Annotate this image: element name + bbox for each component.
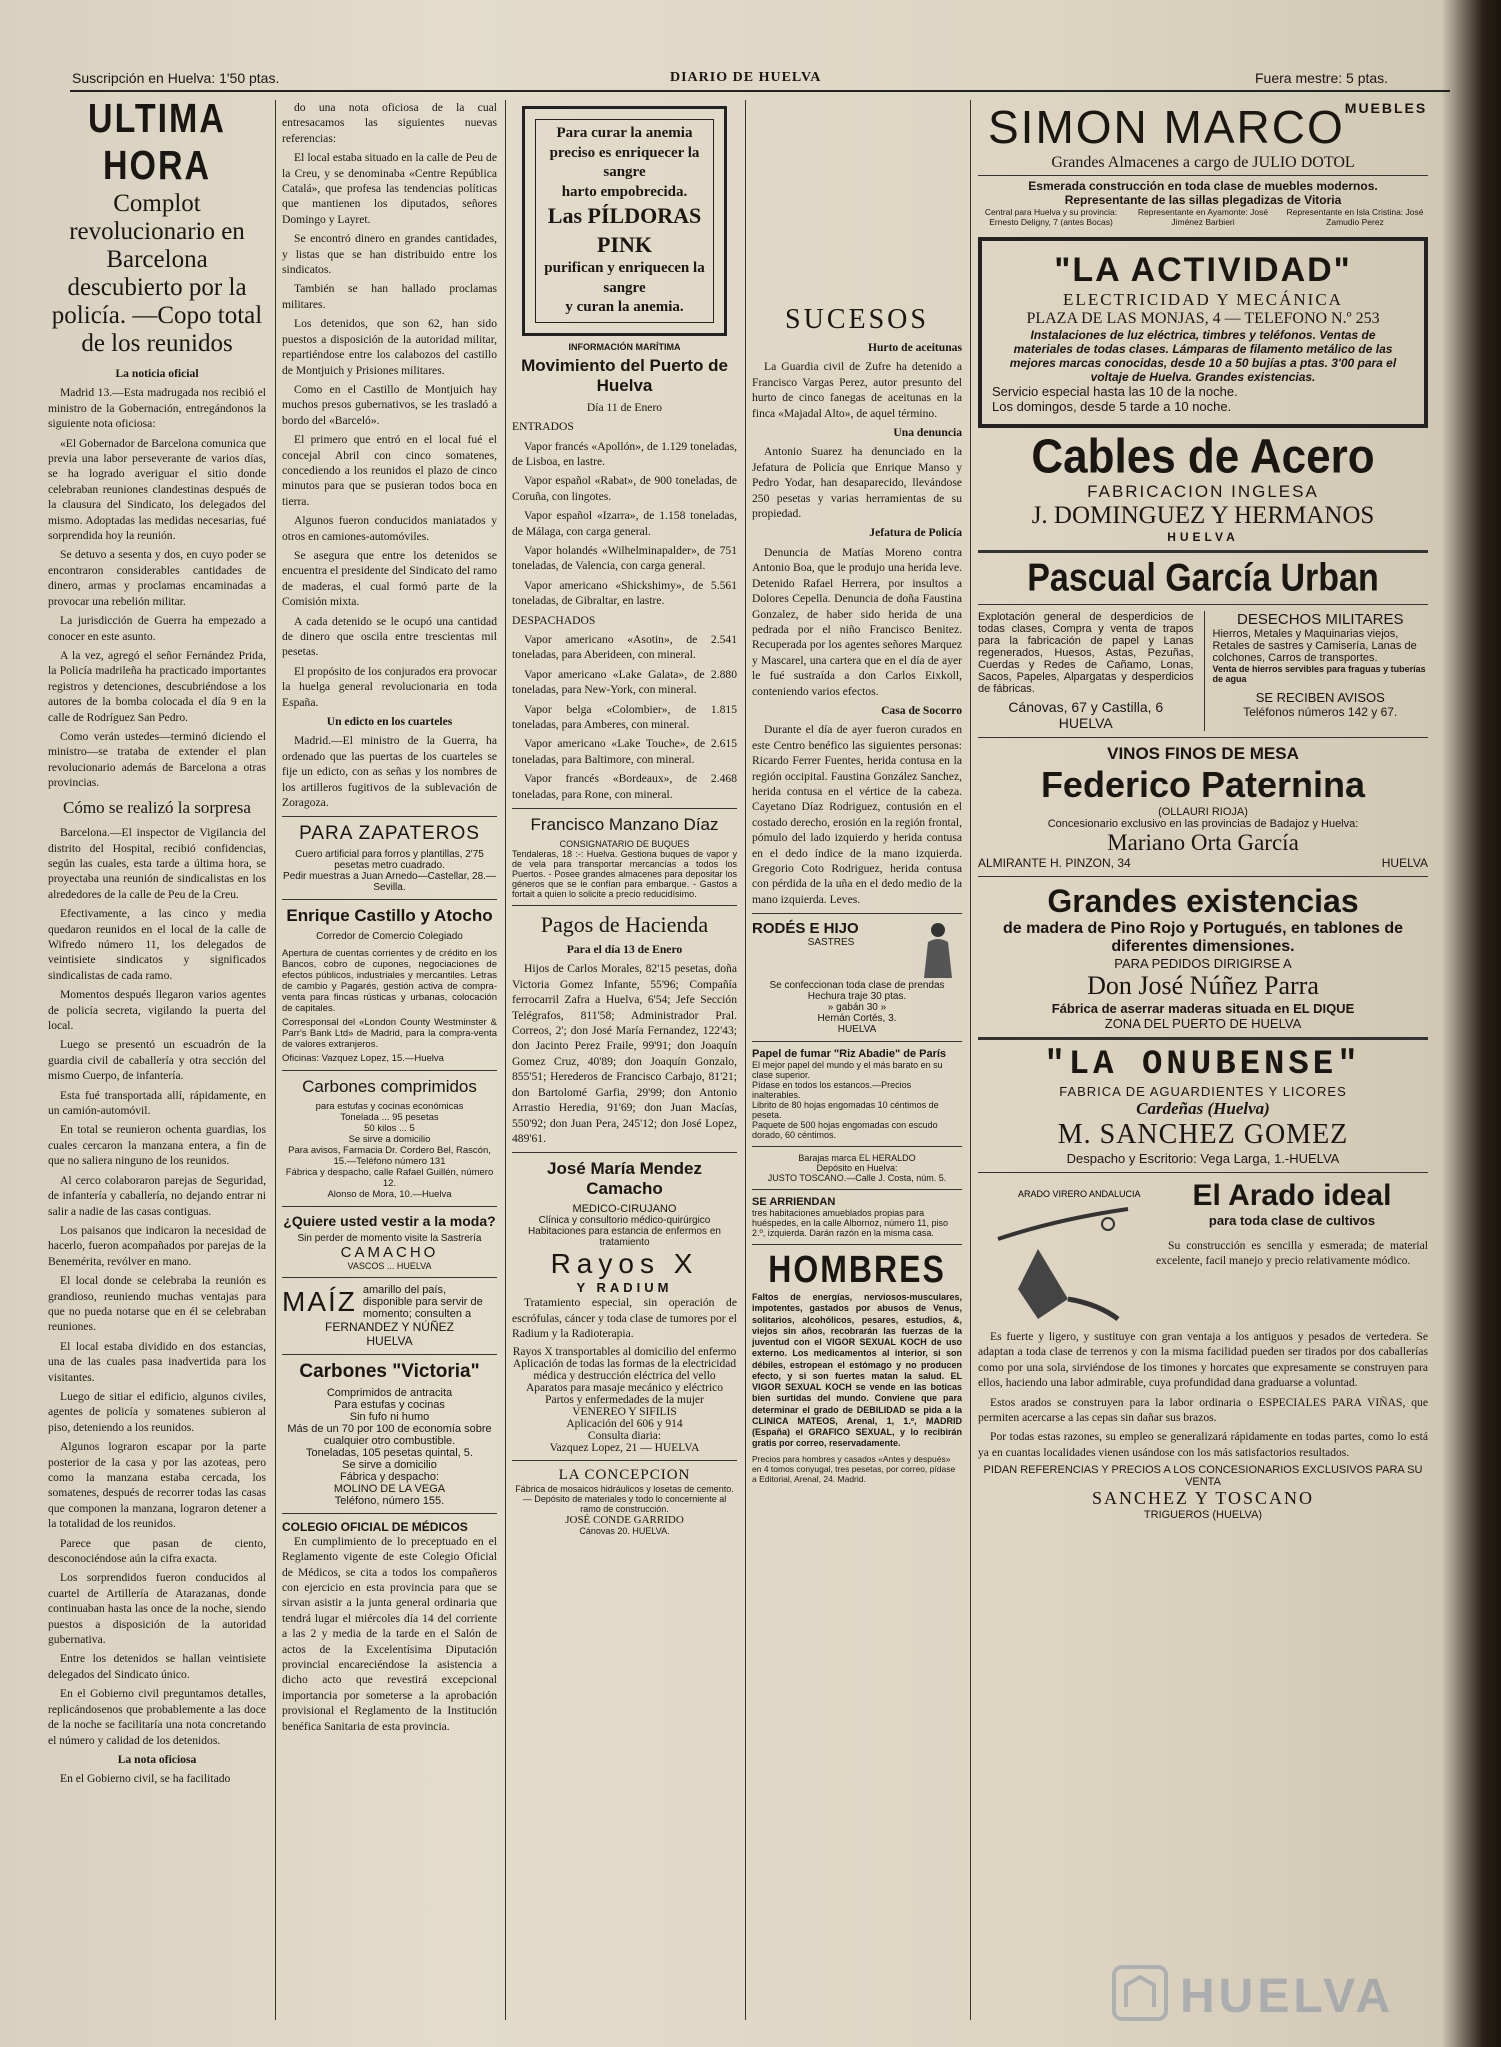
text-line: Los sorprendidos fueron conducidos al cuartel de Artillería de Atarazanas, donde continuaban hasta las once de la noche, siendo puestos a disposición de la autoridad gubernativa. bbox=[48, 1571, 266, 1647]
suceso-heading: Casa de Socorro bbox=[881, 703, 962, 717]
column-1 bbox=[48, 100, 266, 2030]
ad-simon-marco-l1: Esmerada construcción en toda clase de muebles modernos. bbox=[1028, 179, 1378, 193]
ad-concepcion-text: Fábrica de mosaicos hidráulicos y losetas de cemento. — Depósito de materiales y todo lo concerniente al ramo de construcción. bbox=[515, 1483, 734, 1514]
text-line: Rayos X transportables al domicilio del enfermo bbox=[512, 1345, 737, 1358]
text-line: El primero que entró en el local fué el concejal Abril con cinco somatenes, concediendo a los reunidos el plazo de cinco minutos para que se pusieran todos boca en tierra. bbox=[282, 433, 497, 508]
ad-maiz-name: FERNANDEZ Y NÚÑEZ bbox=[325, 1319, 454, 1334]
ad-cables-city: HUELVA bbox=[1167, 530, 1239, 544]
ad-rodes-sub: SASTRES bbox=[807, 937, 855, 949]
text-line: VENEREO Y SIFILIS bbox=[572, 1405, 677, 1418]
text-line: Tonelada ... 95 pesetas bbox=[340, 1111, 439, 1123]
ad-arado bbox=[978, 1179, 1428, 1329]
despachados-label: DESPACHADOS bbox=[512, 613, 596, 627]
ad-cables-sub: FABRICACION INGLESA bbox=[1087, 482, 1319, 501]
ad-maiz-city: HUELVA bbox=[366, 1333, 413, 1348]
ad-arado-p0: Su construcción es sencilla y esmerada; de material excelente, facil manejo y precio relativamente módico. bbox=[1156, 1239, 1428, 1268]
text-line: Librito de 80 hojas engomadas 10 céntimos de peseta. bbox=[752, 1100, 939, 1121]
ad-mendez-text: Tratamiento especial, sin operación de escrófulas, cáncer y toda clase de tumores por el Radium y la Radioterapia. bbox=[512, 1296, 737, 1341]
suceso-heading: Jefatura de Policía bbox=[869, 526, 962, 540]
text-line: 50 kilos ... 5 bbox=[364, 1122, 415, 1134]
text-line: Apertura de cuentas corrientes y de crédito en los Bancos, cobro de cupones, negociaciones de efectos públicos, industriales y mercantiles. Letras de cambio y Pagarés, gestión activa de compra-venta para fincas rústicas y urbanas, colocación de capitales. bbox=[282, 947, 497, 1014]
ad-moda-name: CAMACHO bbox=[340, 1243, 439, 1261]
text-line: También se han hallado proclamas militares. bbox=[282, 282, 497, 311]
col-rule bbox=[275, 100, 276, 2020]
text-line: Para curar la anemia bbox=[556, 125, 693, 141]
suceso-text: Durante el día de ayer fueron curados en este Centro benéfico las siguientes personas: Ricardo Ferrer Fuentes, herida contusa en la región occipital. Faustina González Sanchez, herida contusa en el vértice de la cabeza. Cayetano Díaz Rodriguez, contusión en el costado derecho, erosión en la región frontal, pómulo del lado izquierdo y herida contusa en el dedo índice de la mano izquierda. Gregorio Coto Rodriguez, herida contusa con pérdida de la uña en el dedo medio de la mano izquierda. Leves. bbox=[752, 723, 962, 906]
text-line: El local estaba dividido en dos estancias, una de las cuales pasa inadvertida para los visitantes. bbox=[48, 1339, 266, 1384]
pagos-text: Hijos de Carlos Morales, 82'15 pesetas, doña Victoria Gomez Infante, 55'96; Compañía ferrocarril Zafra a Huelva, 6'54; Jefe Sección Telégrafos, 811'58; Administrador Pral. Correos, 2'; don José María Fernandez, 122'43; don Jacinto Perez Fraile, 99'91; don Joaquín Gomez Cruz, 40'89; don Joaquín Gonzalo, 855'51; Herederos de Francisco Carbajo, 81'21; don Bartolomé Garfia, 29'99; don Antonio Arrastio Heredia, 91'69; don Juan Macías, 550'92; don Juan Pera, 245'12; don José Lopez, 489'61. bbox=[512, 962, 737, 1145]
text-line: A cada detenido se le ocupó una cantidad de dinero que oscila entre trescientas mil pesetas. bbox=[282, 614, 497, 659]
text-line: do una nota oficiosa de la cual entresacamos las siguientes nuevas referencias: bbox=[282, 101, 497, 145]
plough-icon bbox=[978, 1179, 1148, 1329]
suceso-text: Antonio Suarez ha denunciado en la Jefatura de Policía que Enrique Manso y Pedro Yodar, han desaparecido, llevándose 250 pesetas y varias herramientas de su propiedad. bbox=[752, 445, 962, 521]
text-line: Representante en Isla Cristina: José Zamudio Perez bbox=[1286, 207, 1424, 227]
text-line: Luego de sitiar el edificio, algunos civiles, agentes de policía y somatenes subieron al piso, deteniendo a los reunidos. bbox=[48, 1389, 266, 1434]
text-line: Momentos después llegaron varios agentes de policía secreta, vigilando la puerta del local. bbox=[48, 988, 266, 1033]
text-line: Comprimidos de antracita bbox=[326, 1386, 453, 1399]
text-line: Representante en Ayamonte: José Jiménez Barbieri bbox=[1137, 207, 1269, 227]
ad-moda-sub: Sin perder de momento visite la Sastrería bbox=[297, 1232, 482, 1244]
text-line: Paquete de 500 hojas engomadas con escudo dorado, 60 céntimos. bbox=[752, 1120, 938, 1141]
ultima-hora-title: ULTIMA HORA bbox=[88, 100, 226, 189]
text-line: Vapor belga «Colombier», de 1.815 toneladas, para Amberes, con mineral. bbox=[512, 702, 737, 731]
col-rule bbox=[745, 100, 746, 2020]
text-line: Se asegura que entre los detenidos se encuentra el presidente del Sindicato del ramo de maderas, el cual formó parte de la Comisión mixta. bbox=[282, 548, 497, 609]
text-line: Se sirve a domicilio bbox=[342, 1458, 437, 1471]
ad-la-actividad-addr: PLAZA DE LAS MONJAS, 4 — TELEFONO N.º 253 bbox=[1026, 310, 1380, 327]
ad-arado-name: SANCHEZ Y TOSCANO bbox=[1091, 1488, 1315, 1509]
text-line: para estufas y cocinas económicas bbox=[315, 1100, 464, 1112]
text-line: En total se reunieron ochenta guardias, los cuales cercaron la manzana entera, a fin de que no saliera ninguno de los reunidos. bbox=[48, 1123, 266, 1168]
ad-pascual-rph: Teléfonos números 142 y 67. bbox=[1243, 705, 1398, 719]
rayos-x: Rayos X bbox=[550, 1248, 699, 1280]
ad-arriendan-title: SE ARRIENDAN bbox=[752, 1196, 836, 1209]
subhead-edicto: Un edicto en los cuarteles bbox=[326, 715, 453, 729]
ad-vinos-addr: ALMIRANTE H. PINZON, 34 bbox=[978, 856, 1131, 870]
text-line: Los paisanos que indicaron la necesidad de hacerlo, fueron acompañados por parejas de la Benemérita, revólver en mano. bbox=[48, 1223, 266, 1268]
ad-la-actividad-title: "LA ACTIVIDAD" bbox=[1054, 251, 1352, 289]
sucesos-title: SUCESOS bbox=[785, 304, 929, 335]
text-line: A la vez, agregó el señor Fernández Prida, la Policía madrileña ha practicado importantes registros y detenciones, descubriéndose a los autores de la bomba colocada el día 9 en la calle de Rodríguez San Pedro. bbox=[48, 648, 266, 724]
text-line: Hernán Cortés, 3. bbox=[817, 1013, 897, 1025]
ad-maiz bbox=[282, 1284, 497, 1320]
text-line: Barcelona.—El inspector de Vigilancia del distrito del Hospital, recibió confidencias, según las cuales, esta tarde a última hora, se proyectaba una reunión de sindicalistas en los alrededores de la calle de Peu de la Creu. bbox=[48, 826, 266, 901]
pink-pills-ad bbox=[522, 106, 727, 336]
ad-pascual-addr: Cánovas, 67 y Castilla, 6 bbox=[1008, 699, 1164, 715]
article-body bbox=[48, 385, 266, 790]
text-line: Como en el Castillo de Montjuich hay muchos presos gubernativos, se les trasladó a bordo del «Barceló». bbox=[282, 382, 497, 427]
ad-onubense-city: Cardeñas (Huelva) bbox=[1136, 1099, 1270, 1118]
ad-hombres-text: Faltos de energías, nerviosos-musculares, impotentes, gastados por abusos de Venus, solitarios, alcohólicos, pesares, estudios, &, viejos sin años, recobrarán las fuerzas de la juventud con el VIGOR SEXUAL KOCH de uso externo. Los medicamentos al interior, si son débiles, estropean el estómago y no producen efecto, y si son fuertes matan la salud. EL VIGOR SEXUAL KOCH se vende en las boticas bien surtidas del mundo. Conviene que para determinar el grado de DEBILIDAD se pida a la CLINICA MATEOS, Arenal, 1, 1.º, MADRID (España) el GRAFICO SEXUAL, y lo recibirán gratis por correo, reservadamente. bbox=[752, 1292, 962, 1449]
suceso-text: Denuncia de Matías Moreno contra Antonio Boa, que le produjo una herida leve. Detenido Rafael Herrera, por insultos a Dolores Cepella. Denuncia de doña Faustina Gonzalez, de haber sido herida de una pedrada por el niño Francisco Benitez. Recuperada por los agentes señores Marquez y Mascarel, una cartera que en el día de ayer le fué sustraída a don Carlos Eixkoll, conteniendo varios efectos. bbox=[752, 545, 962, 698]
subhead-3: La nota oficiosa bbox=[117, 1752, 197, 1766]
text-line: El local estaba situado en la calle de Peu de la Creu, y se denominaba «Centre República Catalá», que profesa las tendencias políticas que mantienen los diputados, señores Domingo y Layret. bbox=[282, 151, 497, 226]
text-line: Vapor americano «Lake Galata», de 2.880 toneladas, para New-York, con mineral. bbox=[512, 667, 737, 697]
text-line: Vapor americano «Shickshimy», de 5.561 toneladas, de Gibraltar, en lastre. bbox=[512, 578, 737, 608]
text-line: Algunos lograron escapar por la parte posterior de la casa y por las azoteas, pero como la manzana estaba cercada, los somatenes, después de recorrer todas las casas que componen la manzana, lograron detener a la totalidad de los reunidos. bbox=[48, 1440, 266, 1531]
ad-manzano-text: Tendaleras, 18 :-: Huelva. Gestiona buques de vapor y de vela para transportar mercancías a todos los Puertos. - Posee grandes almacenes para depositar los géneros que se le confían para embarque. - Gastos a fortait a quien lo solicite a precio reducidísimo. bbox=[512, 849, 737, 900]
text-line: Partos y enfermedades de la mujer bbox=[545, 1393, 704, 1406]
ad-pascual-city: HUELVA bbox=[1058, 715, 1113, 731]
text-line: Hechura traje 30 ptas. bbox=[807, 991, 907, 1003]
ad-manzano-sub: CONSIGNATARIO DE BUQUES bbox=[559, 839, 690, 850]
ad-castillo-title: Enrique Castillo y Atocho bbox=[286, 906, 493, 926]
plough-brand: ARADO VIRERO ANDALUCIA bbox=[1018, 1189, 1141, 1199]
ad-onubense-title: "LA ONUBENSE" bbox=[1044, 1046, 1362, 1084]
suceso-heading: Una denuncia bbox=[893, 426, 962, 440]
suceso-heading: Hurto de aceitunas bbox=[867, 341, 962, 354]
pagos-title: Pagos de Hacienda bbox=[540, 912, 709, 938]
text-line: Fábrica y despacho: bbox=[339, 1470, 440, 1483]
ad-vinos-city: HUELVA bbox=[1381, 856, 1428, 870]
column-3 bbox=[512, 100, 737, 2030]
ad-maiz-title: MAÍZ bbox=[282, 1285, 357, 1317]
ad-carbones-title: Carbones comprimidos bbox=[302, 1076, 477, 1096]
ad-vinos-title: VINOS FINOS DE MESA bbox=[1107, 744, 1299, 763]
ad-colegio-text: En cumplimiento de lo preceptuado en el Reglamento vigente de este Colegio Oficial de Médicos, se cita a todos los compañeros con ejercicio en esta provincia para que se sirvan asistir a la junta general ordinaria que tendrá lugar el miércoles día 14 del corriente a las 2 y media de la tarde en el Salón de actos de la Excelentísima Diputación provincial encareciéndose la asistencia a dicho acto que revestirá excepcional importancia por someterse a la aprobación provisional el Reglamento de la Institución benéfica Sanitaria de esta provincia. bbox=[282, 1534, 497, 1733]
text-line: Los detenidos, que son 62, han sido puestos a disposición de la autoridad militar, repartiéndose entre los calabozos del castillo de Montjuich y Prisiones militares. bbox=[282, 317, 497, 377]
text-line: Se sirve a domicilio bbox=[348, 1133, 431, 1145]
ad-simon-marco-title: SIMON $MARCO^{MUEBLES}$ bbox=[988, 100, 1428, 153]
ad-rodes-title: RODÉS E HIJO bbox=[752, 920, 859, 938]
article-tail: En el Gobierno civil, se ha facilitado bbox=[60, 1772, 231, 1786]
ad-victoria-title: Carbones "Victoria" bbox=[299, 1360, 480, 1382]
text-line: Pídase en todos los estancos.—Precios inalterables. bbox=[752, 1080, 912, 1101]
text-line: Aplicación de todas las formas de la electricidad médica y destrucción eléctrica del vello bbox=[512, 1357, 737, 1382]
ad-manzano-title: Francisco Manzano Díaz bbox=[530, 815, 719, 835]
ad-pascual-left: Explotación general de desperdicios de todas clases, Compra y venta de trapos para la fabricación de papel y Lanas regenerados, Huesos, Astas, Pezuñas, Cuerdas y Redes de Cañamo, Lonas, Sacos, Papeles, Alpargatas y desperdicios de fábricas. bbox=[978, 611, 1194, 695]
text-line: Oficinas: Vazquez Lopez, 15.—Huelva bbox=[282, 1052, 444, 1064]
text-line: Teléfono, número 155. bbox=[334, 1494, 445, 1507]
ad-pascual-title: Pascual García Urban bbox=[1027, 556, 1379, 600]
article-continued bbox=[282, 100, 497, 710]
text-line: HUELVA bbox=[837, 1024, 877, 1036]
text-line: Aparatos para masaje mecánico y eléctrico bbox=[526, 1381, 723, 1394]
text-line: » gabán 30 » bbox=[827, 1002, 887, 1014]
torn-dark-edge bbox=[1441, 0, 1501, 2047]
text-line: Como verán ustedes—terminó diciendo el ministro—se trataba de extender el plan revolucionario además de Barcelona a otras provincias. bbox=[48, 729, 266, 790]
ad-concepcion-title: LA CONCEPCION bbox=[558, 1466, 691, 1483]
text-line: Esta fué transportada allí, rápidamente, en un camión-automóvil. bbox=[48, 1088, 266, 1118]
text-line: Habitaciones para estancia de enfermos en tratamiento bbox=[528, 1226, 721, 1249]
entrados-label: ENTRADOS bbox=[512, 420, 574, 434]
ad-moda-title: ¿Quiere usted vestir a la moda? bbox=[283, 1212, 496, 1229]
text-line: Toneladas, 105 pesetas quintal, 5. bbox=[306, 1446, 473, 1459]
text-line: Para avisos, Farmacia Dr. Cordero Bel, Rascón, 15.—Teléfono número 131 bbox=[288, 1144, 491, 1167]
header-masthead: DIARIO DE HUELVA bbox=[670, 70, 822, 85]
ad-la-actividad bbox=[978, 237, 1428, 428]
text-line: Corresponsal del «London County Westminster & Parr's Bank Ltd» de Madrid, para la compra-venta de valores extranjeros. bbox=[282, 1016, 497, 1050]
header-rule bbox=[70, 90, 1450, 92]
radium: Y RADIUM bbox=[576, 1280, 673, 1296]
ad-arado-addr: TRIGUEROS (HUELVA) bbox=[1143, 1509, 1263, 1522]
text-line: En el Gobierno civil preguntamos detalles, replicándosenos que probablemente a las doce de la noche se facilitaría una nota concretando el número y calidad de los detenidos. bbox=[48, 1687, 266, 1747]
ad-cables-title: Cables de Acero bbox=[1031, 429, 1375, 484]
header-price: Fuera mestre: 5 ptas. bbox=[1255, 70, 1389, 86]
text-line: Aplicación del 606 y 914 bbox=[566, 1417, 683, 1430]
ad-zapateros-title: PARA ZAPATEROS bbox=[299, 823, 480, 845]
ad-castillo-sub: Corredor de Comercio Colegiado bbox=[316, 931, 463, 943]
text-line: y curan la anemia. bbox=[565, 299, 684, 316]
col-rule bbox=[505, 100, 506, 2020]
ad-zapateros bbox=[282, 849, 497, 893]
text-line: JUSTO TOSCANO.—Calle J. Costa, núm. 5. bbox=[767, 1173, 947, 1184]
ad-arado-sub: para toda clase de cultivos bbox=[1208, 1213, 1376, 1228]
column-4 bbox=[752, 300, 962, 2047]
text-line: El propósito de los conjurados era provocar la huelga general revolucionaria en toda España. bbox=[282, 664, 497, 709]
text-line: Vazquez Lopez, 21 — HUELVA bbox=[549, 1441, 700, 1454]
ad-vinos-rep: Mariano Orta García bbox=[1107, 830, 1299, 855]
suceso-text: La Guardia civil de Zufre ha detenido a Francisco Vargas Perez, autor presunto del hurto de cinco fanegas de aceitunas en la finca «Majadal Alto», de aquel término. bbox=[752, 360, 962, 420]
ad-vinos-l1: Concesionario exclusivo en las provincias de Badajoz y Huelva: bbox=[1047, 818, 1359, 830]
ad-maiz-text: amarillo del país, disponible para servir de momento; consulten a bbox=[362, 1283, 483, 1320]
ad-colegio-title: COLEGIO OFICIAL DE MÉDICOS bbox=[282, 1519, 468, 1534]
text-line: Central para Huelva y su provincia: Ernesto Deligny, 7 (antes Bocas) bbox=[984, 207, 1118, 227]
text-line: Vapor español «Izarra», de 1.158 toneladas, de Málaga, con carga general. bbox=[512, 509, 737, 538]
pagos-sub: Para el día 13 de Enero bbox=[566, 943, 683, 957]
ad-simon-marco-sub: Grandes Almacenes a cargo de JULIO DOTOL bbox=[1051, 154, 1355, 171]
column-2 bbox=[282, 100, 497, 2030]
text-line: Efectivamente, a las cinco y media quedaron reunidos en el local de la calle de Wifredo número 11, los delegados de veintisiete sindicatos y significados sindicalistas de cada ramo. bbox=[48, 907, 266, 982]
text-line: Entre los detenidos se hallan veintisiete delegados del Sindicato único. bbox=[48, 1652, 266, 1681]
text-line: Vapor americano «Lake Touche», de 2.615 toneladas, para Baltimore, con mineral. bbox=[512, 737, 737, 766]
subhead: La noticia oficial bbox=[115, 367, 199, 380]
text-line: Vapor francés «Apollón», de 1.129 toneladas, de Lisboa, en lastre. bbox=[512, 439, 737, 468]
ad-vinos-sub: (OLLAURI RIOJA) bbox=[1158, 806, 1248, 818]
text-line: Las PÍLDORAS PINK bbox=[547, 203, 702, 257]
ad-mendez-sub: MEDICO-CIRUJANO bbox=[572, 1203, 677, 1216]
ad-mendez-title: José María Mendez Camacho bbox=[547, 1159, 702, 1199]
ad-grandes-l1: de madera de Pino Rojo y Portugués, en tablones de diferentes dimensiones. bbox=[1002, 920, 1404, 955]
text-line: El mejor papel del mundo y el más barato en su clase superior. bbox=[752, 1060, 943, 1081]
text-line: Barajas marca EL HERALDO bbox=[798, 1153, 916, 1164]
ad-concepcion-addr: Cánovas 20. HUELVA. bbox=[579, 1525, 670, 1536]
ad-carbones bbox=[282, 1101, 497, 1200]
ad-simon-marco-l2: Representante de las sillas plegadizas de Vitoria bbox=[1064, 193, 1342, 207]
text-line: harto empobrecida. bbox=[561, 183, 688, 200]
text-line: Sin fufo ni humo bbox=[349, 1410, 430, 1423]
tailor-figure-icon bbox=[914, 920, 962, 980]
col-rule bbox=[970, 100, 971, 2020]
text-line: Pedir muestras a Juan Arnedo—Castellar, 28.—Sevilla. bbox=[283, 871, 496, 894]
ad-hombres-title: HOMBRES bbox=[768, 1247, 946, 1291]
ad-castillo bbox=[282, 948, 497, 1064]
headline: Complot revolucionario en Barcelona descubierto por la policía. —Copo total de los reunidos bbox=[51, 190, 263, 357]
text-line: El local donde se celebraba la reunión es grandioso, reuniendo muchas ventajas para que no pueda notarse que en él se celebraban reuniones. bbox=[48, 1274, 266, 1334]
text-line: Consulta diaria: bbox=[587, 1429, 662, 1442]
text-line: Alonso de Mora, 10.—Huelva bbox=[327, 1188, 452, 1200]
text-line: «El Gobernador de Barcelona comunica que previa una labor perseverante de varios días, se ha logrado averiguar el sitio donde celebraban reuniones clandestinas después de la clausura del Sindicato, los delegados del mismo. Adoptadas las medidas necesarias, fué sorprendida hoy la reunión. bbox=[48, 436, 266, 543]
text-line: Vapor holandés «Wilhelminapalder», de 751 toneladas, de Valencia, con carga general. bbox=[512, 543, 737, 573]
ad-arado-p2: Estos arados se construyen para la labor ordinaria o ESPECIALES PARA VIÑAS, que permiten acercarse a las cepas sin dañar sus brazos. bbox=[978, 1395, 1428, 1425]
text-line: Al cerco colaboraron parejas de Seguridad, de infantería y caballería, no dejando entrar ni salir a nadie de las casas contiguas. bbox=[48, 1173, 266, 1218]
library-watermark bbox=[1110, 1955, 1440, 2030]
ad-grandes-l3: Fábrica de aserrar maderas situada en EL DIQUE bbox=[1051, 1001, 1355, 1016]
text-line: Para estufas y cocinas bbox=[334, 1398, 445, 1411]
ad-riz-title: Papel de fumar "Riz Abadie" de París bbox=[752, 1048, 947, 1061]
text-line: Vapor español «Rabat», de 900 toneladas, de Coruña, con lingotes. bbox=[512, 474, 737, 503]
text-line: Madrid 13.—Esta madrugada nos recibió el ministro de la Gobernación, entregándonos la siguiente nota oficiosa: bbox=[48, 386, 266, 431]
text-line: Algunos fueron conducidos maniatados y otros en camiones-automóviles. bbox=[282, 514, 497, 543]
ad-onubense-name: M. SANCHEZ GOMEZ bbox=[1057, 1119, 1349, 1150]
text-line: MOLINO DE LA VEGA bbox=[333, 1482, 446, 1495]
ad-grandes-l4: ZONA DEL PUERTO DE HUELVA bbox=[1104, 1016, 1302, 1031]
text-line: Fábrica y despacho, calle Rafael Guillén, número 12. bbox=[285, 1166, 494, 1189]
text-line: preciso es enriquecer la sangre bbox=[549, 144, 700, 180]
maritime-kicker: INFORMACIÓN MARÍTIMA bbox=[568, 341, 681, 352]
ad-arado-l1: PIDAN REFERENCIAS Y PRECIOS A LOS CONCESIONARIOS EXCLUSIVOS PARA SU VENTA bbox=[983, 1464, 1423, 1489]
ad-vinos-name: Federico Paternina bbox=[1040, 764, 1366, 805]
text-line: La jurisdicción de Guerra ha empezado a conocer en este asunto. bbox=[48, 614, 266, 643]
ad-pascual-rv: Venta de hierros servibles para fraguas y tuberías de agua bbox=[1212, 664, 1426, 684]
ad-pascual-body bbox=[978, 611, 1428, 731]
maritime-date: Día 11 de Enero bbox=[586, 400, 663, 414]
ad-arado-p1: Es fuerte y ligero, y sustituye con gran ventaja a los antiguos y pesados de vertedera. Se adaptan a toda clase de terrenos y con la misma facilidad pueden ser tirados por dos caballerías como por una sola, sirviéndose de los timones y horcates que expresamente se construyen para ellos, haciendo una labor admirable, cuya profundidad dana graduarse a voluntad. bbox=[978, 1330, 1428, 1390]
maritime-title: Movimiento del Puerto de Huelva bbox=[521, 355, 728, 395]
text-line: Se confeccionan toda clase de prendas bbox=[769, 980, 945, 992]
text-line: Clínica y consultorio médico-quirúrgico bbox=[538, 1215, 711, 1227]
header-subscription: Suscripción en Huelva: 1'50 ptas. bbox=[72, 70, 280, 86]
ad-moda-addr: VASCOS ... HUELVA bbox=[347, 1260, 432, 1271]
text-line: Se encontró dinero en grandes cantidades, y listas que se han distribuido entre los sindicatos. bbox=[282, 232, 497, 277]
text-line: Cuero artificial para forros y plantillas, 2'75 pesetas metro cuadrado. bbox=[295, 849, 484, 872]
ad-victoria bbox=[282, 1387, 497, 1507]
ad-la-actividad-l2: Los domingos, desde 5 tarde a 10 noche. bbox=[992, 399, 1232, 414]
ad-pascual-rl: Hierros, Metales y Maquinarias viejos, Retales de sastres y Camisería, Lanas de colchones, Carros de transportes. bbox=[1212, 628, 1417, 664]
text-line: Se detuvo a sesenta y dos, en cuyo poder se encontraron considerables cantidades de dinero, armas y proclamas encaminadas a provocar una rebelión militar. bbox=[48, 548, 266, 608]
ad-cables-name: J. DOMINGUEZ Y HERMANOS bbox=[1031, 502, 1375, 529]
ad-pascual-ra: SE RECIBEN AVISOS bbox=[1255, 690, 1385, 705]
column-5 bbox=[978, 100, 1428, 2030]
ad-arado-title: El Arado ideal bbox=[1192, 1179, 1392, 1212]
text-line: Vapor americano «Asotin», de 2.541 toneladas, para Aberideen, con mineral. bbox=[512, 632, 737, 662]
ad-grandes-l2: PARA PEDIDOS DIRIGIRSE A bbox=[1114, 956, 1292, 971]
text-line: Parece que pasan de ciento, desconociéndose aún la cifra exacta. bbox=[48, 1536, 266, 1566]
ad-arriendan-text: tres habitaciones amueblados propias para huéspedes, en la calle Albornoz, número 11, piso 2.º, izquierda. Darán razón en la misma casa. bbox=[752, 1208, 948, 1239]
ad-la-actividad-sub: ELECTRICIDAD Y MECÁNICA bbox=[1063, 290, 1343, 309]
text-line: purifican y enriquecen la sangre bbox=[544, 260, 705, 296]
ad-rodes bbox=[752, 920, 962, 980]
ad-hombres-foot: Precios para hombres y casados «Antes y después» en 4 tomos conyugal, tres pesetas, por correo, pídase a Editorial, Arenal, 24. Madrid. bbox=[752, 1453, 956, 1484]
ad-concepcion-name: JOSÉ CONDE GARRIDO bbox=[565, 1513, 684, 1526]
text-line: Vapor francés «Bordeaux», de 2.468 toneladas, para Rone, con mineral. bbox=[512, 772, 737, 801]
ad-grandes-title: Grandes existencias bbox=[1047, 883, 1359, 919]
ad-pascual-rt: DESECHOS MILITARES bbox=[1237, 611, 1404, 628]
ad-arado-p3: Por todas estas razones, su empleo se generalizará rápidamente en todas partes, como lo está ya en cuantas localidades vienen usándose con los más satisfactorios resultados. bbox=[978, 1430, 1428, 1459]
ad-la-actividad-l1: Servicio especial hasta las 10 de la noche. bbox=[992, 384, 1238, 399]
subhead-2: Cómo se realizó la sorpresa bbox=[63, 797, 251, 817]
ad-la-actividad-text: Instalaciones de luz eléctrica, timbres y teléfonos. Ventas de materiales de todas clases. Lámparas de filamento metálico de las mejores marcas conocidas, desde 10 a 50 bujías a ptas. 3'00 para el voltaje de Huelva. Grandes existencias. bbox=[1009, 328, 1397, 384]
ad-onubense-sub: FABRICA DE AGUARDIENTES Y LICORES bbox=[1059, 1084, 1347, 1099]
ad-onubense-addr: Despacho y Escritorio: Vega Larga, 1.-HUELVA bbox=[1066, 1151, 1340, 1166]
text-line: Luego se presentó un escuadrón de la guardia civil de caballería y otra sección del mismo Cuerpo, de infantería. bbox=[48, 1038, 266, 1083]
ad-grandes-name: Don José Núñez Parra bbox=[1087, 971, 1319, 1000]
text-line: Más de un 70 por 100 de economía sobre cualquier otro combustible. bbox=[287, 1422, 492, 1447]
article-body-2 bbox=[48, 825, 266, 1748]
text-line: Depósito en Huelva: bbox=[816, 1163, 898, 1174]
watermark-text: HUELVA bbox=[1180, 1970, 1395, 2023]
edicto-text: Madrid.—El ministro de la Guerra, ha ordenado que las puertas de los cuarteles se fije un edicto, con as señas y los nombres de los artilleros fugitivos de la sublevación de Zoragoza. bbox=[282, 734, 497, 810]
